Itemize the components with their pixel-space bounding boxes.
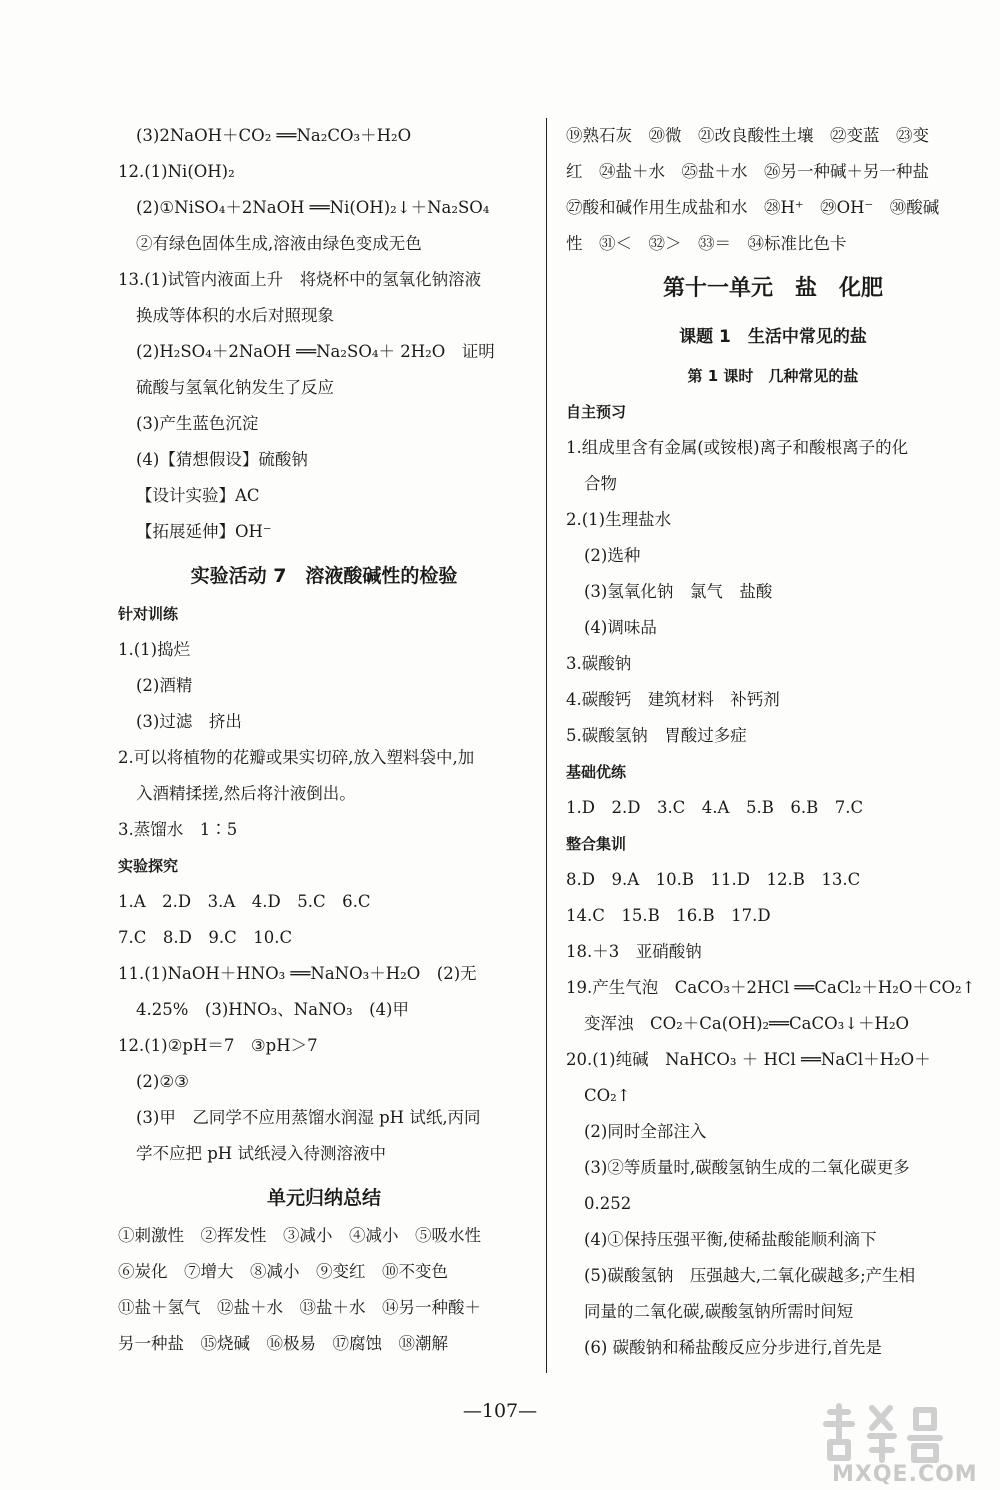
text-line: ⑥炭化 ⑦增大 ⑧减小 ⑨变红 ⑩不变色 <box>118 1262 448 1281</box>
text-line: (2)②③ <box>136 1072 189 1091</box>
text-line: 19.产生气泡 CaCO₃＋2HCl ══CaCl₂＋H₂O＋CO₂↑ <box>566 978 976 997</box>
text-line: ⑲熟石灰 ⑳微 ㉑改良酸性土壤 ㉒变蓝 ㉓变 <box>566 126 929 145</box>
text-line: (4)调味品 <box>584 618 657 637</box>
text-line: (5)碳酸氢钠 压强越大,二氧化碳越多;产生相 <box>584 1266 916 1285</box>
column-divider <box>546 118 547 1373</box>
text-line: 20.(1)纯碱 NaHCO₃ ＋ HCl ══NaCl＋H₂O＋ <box>566 1050 931 1069</box>
text-line: 4.碳酸钙 建筑材料 补钙剂 <box>566 690 780 709</box>
text-line: 11.(1)NaOH＋HNO₃ ══NaNO₃＋H₂O (2)无 <box>118 964 477 983</box>
text-line: 同量的二氧化碳,碳酸氢钠所需时间短 <box>584 1302 854 1321</box>
text-line: 1.组成里含有金属(或铵根)离子和酸根离子的化 <box>566 438 909 457</box>
text-line: 1.A 2.D 3.A 4.D 5.C 6.C <box>118 892 371 911</box>
section-label: 基础优练 <box>566 763 627 781</box>
text-line: (4)①保持压强平衡,使稀盐酸能顺利滴下 <box>584 1230 877 1249</box>
text-line: (2)选种 <box>584 546 641 565</box>
text-line: (2)①NiSO₄＋2NaOH ══Ni(OH)₂↓＋Na₂SO₄ <box>136 198 490 217</box>
text-line: 变浑浊 CO₂＋Ca(OH)₂══CaCO₃↓＋H₂O <box>584 1014 910 1033</box>
text-line: 【拓展延伸】OH⁻ <box>136 522 272 541</box>
section-heading: 课题 1 生活中常见的盐 <box>679 327 867 347</box>
text-line: (4)【猜想假设】硫酸钠 <box>136 450 308 469</box>
text-line: 【设计实验】AC <box>136 486 260 505</box>
text-line: 7.C 8.D 9.C 10.C <box>118 928 293 947</box>
section-heading: 第 1 课时 几种常见的盐 <box>687 367 859 385</box>
text-line: 13.(1)试管内液面上升 将烧杯中的氢氧化钠溶液 <box>118 270 482 289</box>
text-line: (3)氢氧化钠 氯气 盐酸 <box>584 582 773 601</box>
text-line: 4.25% (3)HNO₃、NaNO₃ (4)甲 <box>136 1000 409 1019</box>
right-column <box>566 118 980 1366</box>
text-line: 硫酸与氢氧化钠发生了反应 <box>136 378 334 397</box>
left-column <box>118 118 530 1362</box>
text-line: 12.(1)Ni(OH)₂ <box>118 162 235 181</box>
text-line: 3.碳酸钠 <box>566 654 632 673</box>
text-line: 学不应把 pH 试纸浸入待测溶液中 <box>136 1144 386 1163</box>
section-label: 整合集训 <box>566 835 627 853</box>
section-heading: 第十一单元 盐 化肥 <box>662 276 883 301</box>
text-line: 2.(1)生理盐水 <box>566 510 672 529</box>
text-line: 1.(1)捣烂 <box>118 640 191 659</box>
text-line: (3)产生蓝色沉淀 <box>136 414 259 433</box>
section-label: 针对训练 <box>118 605 179 623</box>
text-line: 18.＋3 亚硝酸钠 <box>566 942 702 961</box>
watermark-text: MXQE.COM <box>832 1462 978 1487</box>
section-heading: 实验活动 7 溶液酸碱性的检验 <box>190 565 458 587</box>
page-number: —107— <box>462 1400 538 1422</box>
text-line: 换成等体积的水后对照现象 <box>136 306 334 325</box>
text-line: 1.D 2.D 3.C 4.A 5.B 6.B 7.C <box>566 798 864 817</box>
text-line: (2)同时全部注入 <box>584 1122 707 1141</box>
text-line: (2)H₂SO₄＋2NaOH ══Na₂SO₄＋ 2H₂O 证明 <box>136 342 495 361</box>
text-line: 5.碳酸氢钠 胃酸过多症 <box>566 726 747 745</box>
text-line: ⑪盐＋氢气 ⑫盐＋水 ⑬盐＋水 ⑭另一种酸＋ <box>118 1298 481 1317</box>
text-line: ②有绿色固体生成,溶液由绿色变成无色 <box>136 234 422 253</box>
text-line: 0.252 <box>584 1194 632 1213</box>
text-line: 3.蒸馏水 1∶5 <box>118 820 238 839</box>
text-line: 红 ㉔盐＋水 ㉕盐＋水 ㉖另一种碱＋另一种盐 <box>566 162 929 181</box>
text-line: 8.D 9.A 10.B 11.D 12.B 13.C <box>566 870 861 889</box>
text-line: ①刺激性 ②挥发性 ③减小 ④减小 ⑤吸水性 <box>118 1226 481 1245</box>
text-line: (2)酒精 <box>136 676 193 695</box>
text-line: (3)甲 乙同学不应用蒸馏水润湿 pH 试纸,丙同 <box>136 1108 481 1127</box>
section-heading: 单元归纳总结 <box>266 1187 381 1209</box>
text-line: 性 ㉛＜ ㉜＞ ㉝＝ ㉞标准比色卡 <box>566 234 847 253</box>
text-line: (6) 碳酸钠和稀盐酸反应分步进行,首先是 <box>584 1338 882 1357</box>
text-line: ㉗酸和碱作用生成盐和水 ㉘H⁺ ㉙OH⁻ ㉚酸碱 <box>566 198 940 217</box>
text-line: (3)2NaOH＋CO₂ ══Na₂CO₃＋H₂O <box>136 126 412 145</box>
text-line: 14.C 15.B 16.B 17.D <box>566 906 771 925</box>
text-line: 另一种盐 ⑮烧碱 ⑯极易 ⑰腐蚀 ⑱潮解 <box>118 1334 448 1353</box>
text-line: (3)过滤 挤出 <box>136 712 242 731</box>
text-line: 合物 <box>584 474 617 493</box>
text-line: 2.可以将植物的花瓣或果实切碎,放入塑料袋中,加 <box>118 748 475 767</box>
text-line: (3)②等质量时,碳酸氢钠生成的二氧化碳更多 <box>584 1158 910 1177</box>
section-label: 自主预习 <box>566 403 627 421</box>
text-line: 入酒精揉搓,然后将汁液倒出。 <box>136 784 356 803</box>
text-line: 12.(1)②pH＝7 ③pH＞7 <box>118 1036 318 1055</box>
section-label: 实验探究 <box>118 857 179 875</box>
text-line: CO₂↑ <box>584 1086 631 1105</box>
